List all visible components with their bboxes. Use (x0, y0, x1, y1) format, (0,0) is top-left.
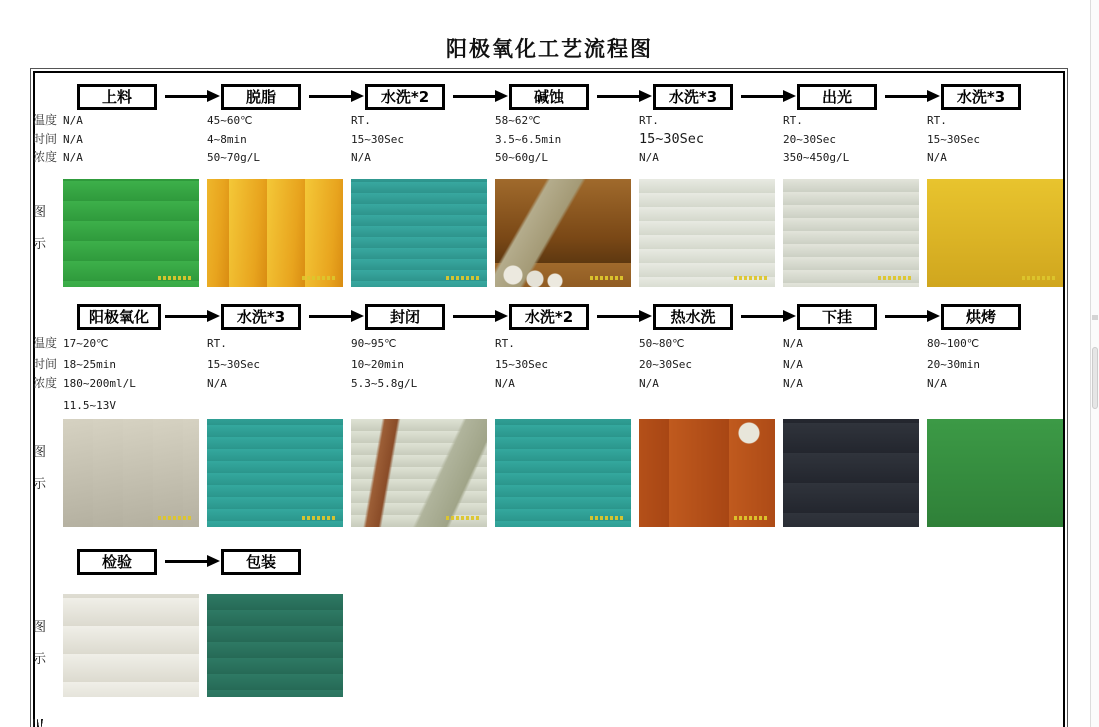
param-value: 58~62℃ (495, 114, 541, 127)
process-step (927, 304, 1071, 334)
param-cell (927, 132, 1071, 147)
illustration-label-char: 图 (33, 205, 47, 220)
photo-anodize (63, 419, 199, 527)
process-box-label: 水洗*2 (524, 308, 574, 326)
param-value: N/A (63, 114, 83, 127)
param-row-temp (33, 113, 1071, 128)
process-step (495, 304, 639, 334)
illustration-label-char: 示 (33, 652, 47, 667)
param-value: 15~30Sec (927, 133, 980, 146)
param-row-time (33, 132, 1071, 147)
flow-arrow (453, 95, 495, 98)
photo-pack (207, 594, 343, 697)
process-step (351, 84, 495, 114)
flow-arrow (165, 95, 207, 98)
param-row-conc (33, 376, 1071, 413)
photo-load (63, 179, 199, 287)
process-box (509, 84, 589, 110)
photo-row-3 (33, 594, 351, 697)
scrollbar-thumb[interactable] (1092, 347, 1098, 409)
param-value: N/A (783, 377, 803, 390)
process-step (927, 84, 1071, 114)
process-box (365, 84, 445, 110)
param-cell (783, 150, 927, 165)
process-step (63, 84, 207, 114)
flow-arrow (741, 315, 783, 318)
photo-etch (495, 179, 631, 287)
param-cell (207, 113, 351, 128)
param-cell (351, 113, 495, 128)
param-cell (63, 336, 207, 351)
param-value: 15~30Sec (351, 133, 404, 146)
param-value: N/A (927, 151, 947, 164)
param-row-conc (33, 150, 1071, 165)
photo-row-1 (33, 179, 1071, 287)
flow-arrow (309, 315, 351, 318)
param-value: 20~30min (927, 358, 980, 371)
flow-arrow (885, 95, 927, 98)
photo-bright (783, 179, 919, 287)
param-cell (783, 336, 927, 351)
process-box (941, 84, 1021, 110)
param-cell (495, 150, 639, 165)
flow-arrow (597, 315, 639, 318)
param-cell (207, 132, 351, 147)
param-value: N/A (783, 358, 803, 371)
param-value: 20~30Sec (639, 358, 692, 371)
process-step (207, 84, 351, 114)
process-box (221, 549, 301, 575)
param-cell (495, 113, 639, 128)
illustration-label (33, 419, 63, 492)
process-box-label: 包装 (245, 553, 276, 571)
photo-hotwash (639, 419, 775, 527)
param-cell (495, 132, 639, 147)
param-cell (207, 376, 351, 391)
flow-arrow (741, 95, 783, 98)
param-cell (783, 132, 927, 147)
param-value: 11.5~13V (63, 399, 116, 412)
param-value: 90~95℃ (351, 337, 397, 350)
param-value: 50~60g/L (495, 151, 548, 164)
param-cell (783, 113, 927, 128)
process-row-1 (63, 84, 1071, 114)
process-box-label: 水洗*3 (956, 88, 1006, 106)
process-step (639, 84, 783, 114)
param-cell (639, 376, 783, 391)
param-cell (63, 132, 207, 147)
param-label: 时间 (33, 132, 58, 146)
photo-seal (351, 419, 487, 527)
photo-rinse3c (207, 419, 343, 527)
param-value: N/A (351, 151, 371, 164)
flow-arrow (885, 315, 927, 318)
param-value: 5.3~5.8g/L (351, 377, 418, 390)
param-cell (207, 357, 351, 372)
process-box-label: 检验 (101, 553, 132, 571)
photo-bake (927, 419, 1063, 527)
photo-degrease (207, 179, 343, 287)
param-cell (207, 336, 351, 351)
param-value: 15~30Sec (495, 358, 548, 371)
process-box-label: 热水洗 (670, 308, 716, 326)
process-box-label: 下挂 (821, 308, 852, 326)
param-cell (63, 150, 207, 165)
process-step (783, 84, 927, 114)
page-title: 阳极氧化工艺流程图 (446, 37, 653, 61)
process-box-label: 上料 (101, 88, 132, 106)
param-cell (927, 150, 1071, 165)
param-cell (351, 132, 495, 147)
param-value: 17~20℃ (63, 337, 109, 350)
param-value: RT. (351, 114, 371, 127)
param-value: RT. (639, 114, 659, 127)
scrollbar-mark[interactable] (1092, 315, 1098, 320)
param-cell (351, 357, 495, 372)
process-box (77, 84, 157, 110)
process-box-label: 烘烤 (965, 308, 996, 326)
photo-rinse2a (351, 179, 487, 287)
param-value: 350~450g/L (783, 151, 850, 164)
param-cell (639, 357, 783, 372)
illustration-label-char: 图 (33, 445, 47, 460)
process-box (797, 304, 877, 330)
param-cell (639, 113, 783, 128)
param-value: 10~20min (351, 358, 404, 371)
param-value: 15~30Sec (207, 358, 260, 371)
illustration-label (33, 594, 63, 667)
param-value: N/A (927, 377, 947, 390)
param-cell (927, 357, 1071, 372)
param-label: 时间 (33, 357, 58, 371)
param-cell (639, 132, 783, 147)
param-cell (63, 357, 207, 372)
param-value: 4~8min (207, 133, 247, 146)
param-value: RT. (207, 337, 227, 350)
process-box (653, 304, 733, 330)
process-box (653, 84, 733, 110)
process-step (207, 304, 351, 334)
param-cell (495, 336, 639, 351)
flow-arrow (165, 315, 207, 318)
photo-row-2 (33, 419, 1071, 527)
param-cell (639, 150, 783, 165)
illustration-label-char: 示 (33, 477, 47, 492)
process-step (783, 304, 927, 334)
process-box-label: 水洗*2 (380, 88, 430, 106)
photo-rinse3b (927, 179, 1063, 287)
param-cell (63, 113, 207, 128)
process-step (63, 304, 207, 334)
param-value: N/A (639, 151, 659, 164)
process-step (63, 549, 207, 579)
param-value: RT. (927, 114, 947, 127)
illustration-label-char: 图 (33, 620, 47, 635)
param-cell (63, 376, 207, 413)
param-value: RT. (495, 337, 515, 350)
param-value: 80~100℃ (927, 337, 980, 350)
param-value: 50~80℃ (639, 337, 685, 350)
param-row-time (33, 357, 1071, 372)
flow-arrow (165, 560, 207, 563)
flow-arrow (597, 95, 639, 98)
process-box (77, 304, 161, 330)
param-value: N/A (207, 377, 227, 390)
process-step (351, 304, 495, 334)
process-box (221, 84, 301, 110)
illustration-label-char: 示 (33, 237, 47, 252)
flow-arrow (453, 315, 495, 318)
process-step (495, 84, 639, 114)
param-value: N/A (495, 377, 515, 390)
photo-inspect (63, 594, 199, 697)
param-cell (351, 150, 495, 165)
param-value: 3.5~6.5min (495, 133, 562, 146)
process-box (797, 84, 877, 110)
process-row-3 (63, 549, 351, 579)
photo-unhang (783, 419, 919, 527)
photo-rinse3a (639, 179, 775, 287)
param-value: 45~60℃ (207, 114, 253, 127)
process-box (941, 304, 1021, 330)
process-box-label: 水洗*3 (236, 308, 286, 326)
param-cell (927, 113, 1071, 128)
process-step (207, 549, 351, 579)
param-row-temp (33, 336, 1071, 351)
process-box-label: 水洗*3 (668, 88, 718, 106)
clipped-glyph (33, 719, 45, 727)
process-box-label: 阳极氧化 (89, 308, 150, 326)
param-cell (495, 357, 639, 372)
param-value: N/A (63, 133, 83, 146)
process-box (77, 549, 157, 575)
process-box (221, 304, 301, 330)
param-label: 浓度 (33, 150, 58, 164)
param-value: N/A (783, 337, 803, 350)
process-box (365, 304, 445, 330)
param-value: 50~70g/L (207, 151, 260, 164)
param-value: 180~200ml/L (63, 377, 136, 390)
process-box-label: 出光 (821, 88, 852, 106)
flow-arrow (309, 95, 351, 98)
process-box (509, 304, 589, 330)
process-box-label: 碱蚀 (533, 88, 564, 106)
param-value: N/A (639, 377, 659, 390)
param-cell (495, 376, 639, 391)
param-value: RT. (783, 114, 803, 127)
param-cell (927, 376, 1071, 391)
param-value: 18~25min (63, 358, 116, 371)
param-cell (783, 357, 927, 372)
param-label: 浓度 (33, 376, 58, 390)
process-box-label: 封闭 (389, 308, 420, 326)
illustration-label (33, 179, 63, 252)
param-label: 温度 (33, 113, 58, 127)
process-row-2 (63, 304, 1071, 334)
param-value: N/A (63, 151, 83, 164)
process-box-label: 脱脂 (245, 88, 276, 106)
param-value: 20~30Sec (783, 133, 836, 146)
param-value: 15~30Sec (639, 131, 705, 147)
param-cell (639, 336, 783, 351)
photo-rinse2b (495, 419, 631, 527)
param-cell (207, 150, 351, 165)
process-step (639, 304, 783, 334)
param-cell (351, 336, 495, 351)
param-cell (783, 376, 927, 391)
param-cell (351, 376, 495, 391)
param-label: 温度 (33, 336, 58, 350)
param-cell (927, 336, 1071, 351)
